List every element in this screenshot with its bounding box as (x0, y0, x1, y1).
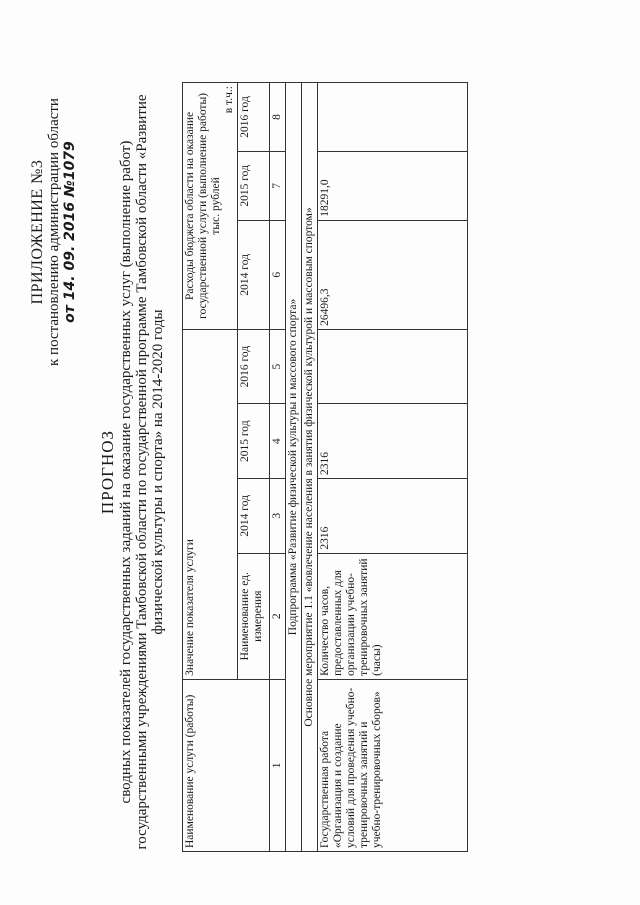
title-line-3: физической культуры и спорта» на 2014-2020 годы (150, 309, 166, 635)
colnum-2: 2 (270, 553, 286, 679)
colnum-8: 8 (270, 83, 286, 152)
colnum-7: 7 (270, 151, 286, 220)
header-year-2014: 2014 год (238, 479, 270, 554)
appendix-line: к постановлению администрации области (46, 98, 62, 366)
header-budget-2014: 2014 год (238, 220, 270, 329)
forecast-table (182, 82, 468, 852)
title-heading: ПРОГНОЗ (98, 429, 117, 515)
appendix-label: ПРИЛОЖЕНИЕ №3 (29, 159, 46, 305)
header-year-2016: 2016 год (238, 329, 270, 404)
row-budget-2014: 26496,3 (318, 220, 468, 329)
row-unit: Количество часов, предоставленных для организации учебно-тренировочных занятий (часы) (318, 553, 468, 679)
row-budget-2016 (318, 83, 468, 152)
header-indicator: Значение показателя услуги (183, 329, 238, 679)
title-line-2: государственными учреждениями Тамбовской области по государственной программе Тамбовской области «Развитие (134, 94, 150, 850)
row-value-2015: 2316 (318, 404, 468, 479)
rotated-content (10, 12, 630, 892)
colnum-5: 5 (270, 329, 286, 404)
header-incl: в т.ч.: (223, 86, 235, 114)
subprogram-row: Подпрограмма «Развитие физической культуры и массового спорта» (286, 83, 302, 852)
table-row (318, 83, 468, 852)
header-year-2015: 2015 год (238, 404, 270, 479)
row-value-2014: 2316 (318, 479, 468, 554)
header-unit: Наименование ед. измерения (238, 553, 270, 679)
title-line-1: сводных показателей государственных заданий на оказание государственных услуг (выполнение работ) (118, 140, 134, 804)
document-title (100, 72, 166, 872)
header-budget-text: Расходы бюджета области на оказание государственной услуги (выполнение работы) тыс. рублей (184, 92, 222, 319)
header-service: Наименование услуги (работы) (183, 679, 270, 851)
row-value-2016 (318, 329, 468, 404)
header-budget-2015: 2015 год (238, 151, 270, 220)
header-budget (183, 83, 238, 330)
handwritten-date-number: от 14. 09. 2016 №1079 (62, 141, 78, 323)
header-budget-2016: 2016 год (238, 83, 270, 152)
colnum-3: 3 (270, 479, 286, 554)
colnum-1: 1 (270, 679, 286, 851)
colnum-6: 6 (270, 220, 286, 329)
colnum-4: 4 (270, 404, 286, 479)
row-service: Государственная работа «Организация и создание условий для проведения учебно-тренировочных занятий и учебно-тренировочных сборов» (318, 679, 468, 851)
main-activity-row: Основное мероприятие 1.1 «вовлечение населения в занятия физической культурой и массовым спортом» (302, 83, 318, 852)
row-budget-2015: 18291,0 (318, 151, 468, 220)
appendix-block (30, 12, 78, 452)
